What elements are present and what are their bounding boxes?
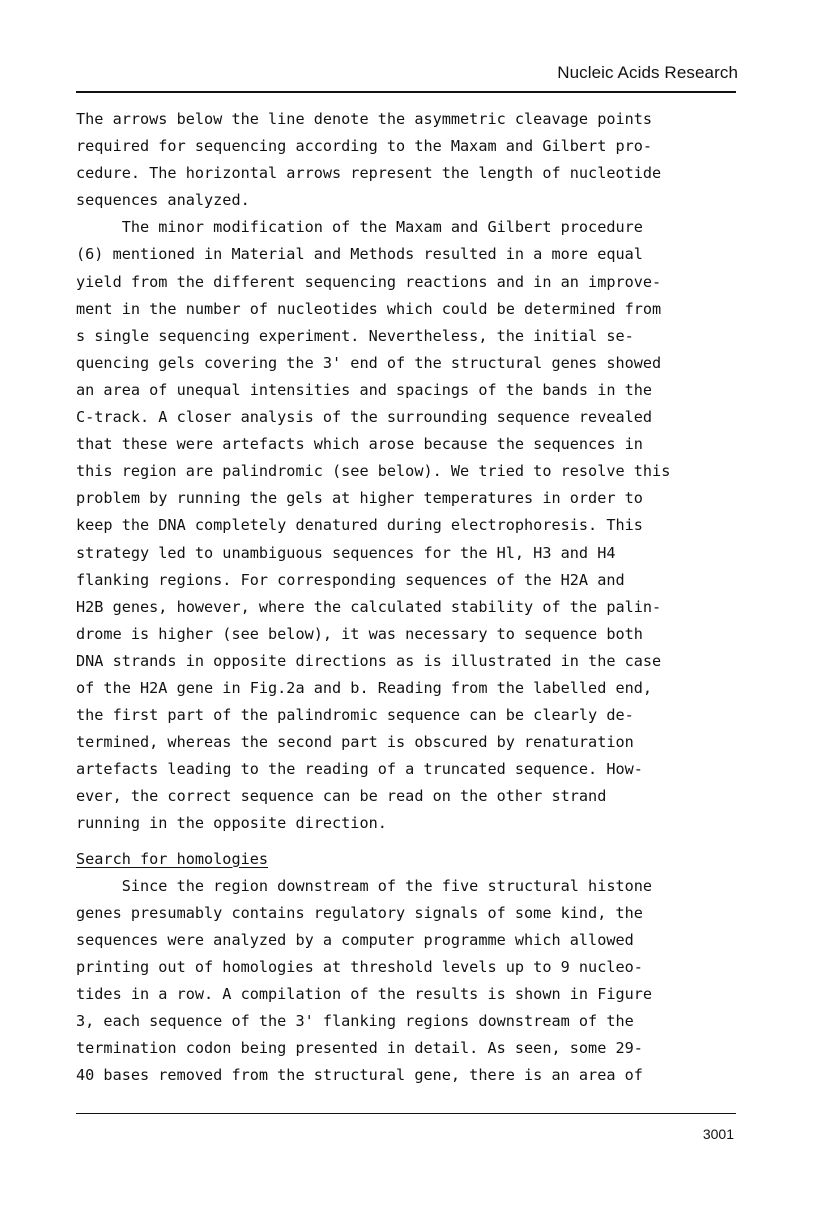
paragraph-homologies	[76, 873, 776, 1090]
section-heading: Search for homologies	[76, 849, 269, 868]
text-line: strategy led to unambiguous sequences for the Hl, H3 and H4	[76, 543, 616, 562]
page-number: 3001	[702, 1126, 734, 1142]
text-line: Since the region downstream of the five structural histone	[76, 876, 653, 895]
paragraph-figure-caption	[76, 106, 776, 214]
text-line: required for sequencing according to the Maxam and Gilbert pro-	[76, 137, 653, 156]
article-body	[76, 106, 776, 1089]
section-gap	[76, 838, 776, 846]
text-line: DNA strands in opposite directions as is illustrated in the case	[76, 651, 662, 670]
text-line: that these were artefacts which arose because the sequences in	[76, 435, 643, 454]
text-line: H2B genes, however, where the calculated stability of the palin-	[76, 597, 662, 616]
text-line: keep the DNA completely denatured during electrophoresis. This	[76, 516, 643, 535]
text-line: 40 bases removed from the structural gene, there is an area of	[76, 1066, 643, 1085]
text-line: sequences analyzed.	[76, 191, 250, 210]
text-line: (6) mentioned in Material and Methods resulted in a more equal	[76, 245, 643, 264]
text-line: the first part of the palindromic sequence can be clearly de-	[76, 706, 634, 725]
text-line: ment in the number of nucleotides which could be determined from	[76, 299, 662, 318]
journal-title: Nucleic Acids Research	[557, 63, 738, 82]
text-line: of the H2A gene in Fig.2a and b. Reading from the labelled end,	[76, 678, 653, 697]
text-line: 3, each sequence of the 3' flanking regions downstream of the	[76, 1012, 634, 1031]
text-line: The minor modification of the Maxam and Gilbert procedure	[76, 218, 643, 237]
text-line: ever, the correct sequence can be read on the other strand	[76, 787, 607, 806]
text-line: termined, whereas the second part is obscured by renaturation	[76, 733, 634, 752]
text-line: sequences were analyzed by a computer programme which allowed	[76, 930, 634, 949]
text-line: genes presumably contains regulatory signals of some kind, the	[76, 903, 643, 922]
text-line: artefacts leading to the reading of a truncated sequence. How-	[76, 760, 643, 779]
text-line: tides in a row. A compilation of the results is shown in Figure	[76, 985, 653, 1003]
text-line: s single sequencing experiment. Nevertheless, the initial se-	[76, 326, 634, 345]
text-line: this region are palindromic (see below). We tried to resolve this	[76, 462, 671, 481]
text-line: yield from the different sequencing reactions and in an improve-	[76, 272, 662, 291]
paragraph-sequencing	[76, 214, 776, 837]
text-line: quencing gels covering the 3' end of the structural genes showed	[76, 353, 662, 372]
text-line: running in the opposite direction.	[76, 814, 387, 833]
text-line: an area of unequal intensities and spacings of the bands in the	[76, 380, 653, 399]
text-line: printing out of homologies at threshold levels up to 9 nucleo-	[76, 957, 643, 976]
text-line: The arrows below the line denote the asymmetric cleavage points	[76, 110, 653, 128]
text-line: C-track. A closer analysis of the surrounding sequence revealed	[76, 408, 653, 427]
text-line: drome is higher (see below), it was necessary to sequence both	[76, 624, 643, 643]
header-rule	[76, 91, 736, 93]
text-line: cedure. The horizontal arrows represent the length of nucleotide	[76, 164, 662, 183]
text-line: flanking regions. For corresponding sequences of the H2A and	[76, 570, 625, 589]
text-line: problem by running the gels at higher temperatures in order to	[76, 489, 643, 508]
text-line: termination codon being presented in detail. As seen, some 29-	[76, 1039, 643, 1058]
footer-rule	[76, 1113, 736, 1114]
